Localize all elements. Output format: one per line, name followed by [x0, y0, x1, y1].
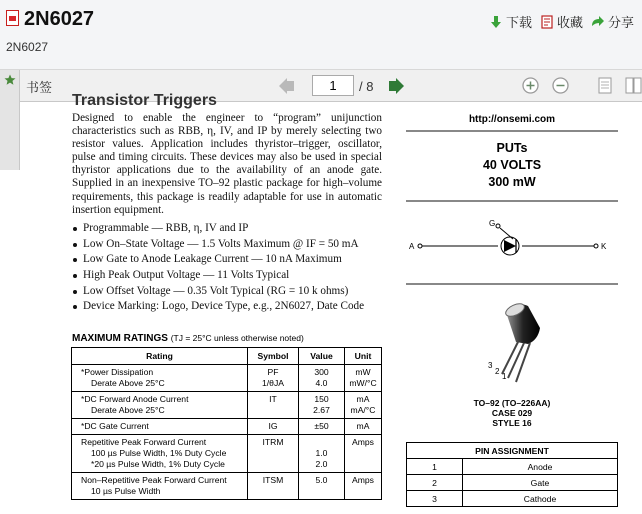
value-cell: 5.0 — [299, 473, 345, 500]
two-page-view-icon[interactable] — [625, 77, 642, 94]
symbol-cell: IT — [248, 392, 299, 419]
share-icon — [590, 15, 605, 29]
package-case: CASE 029 — [491, 408, 533, 418]
col-value: Value — [299, 348, 345, 365]
section-heading: Transistor Triggers — [72, 92, 217, 109]
download-label: 下载 — [506, 15, 533, 30]
table-row — [72, 473, 382, 500]
intro-paragraph: Designed to enable the engineer to “program” unijunction characteristics such as RBB, η, IV, and IP by merely selecting two resistor values. Application includes thyristor–trigger, oscillator, pulse and timing circuits. These devices may also be used in special thyristor applications due to the availability of an anode gate. Supplied in an inexpensive TO–92 plastic package for high–volume requirements, this package is readily adaptable for use in automatic insertion equipment. — [72, 112, 382, 216]
symbol-cell: ITSM — [248, 473, 299, 500]
list-item: Device Marking: Logo, Device Type, e.g., 2N6027, Date Code — [72, 299, 392, 315]
list-item: High Peak Output Voltage — 11 Volts Typical — [72, 268, 392, 284]
table-row: 1 Anode — [407, 459, 618, 475]
table-row — [72, 419, 382, 435]
table-row — [72, 392, 382, 419]
document-subtitle: 2N6027 — [6, 40, 49, 54]
divider — [406, 200, 618, 202]
table-header-row — [407, 443, 618, 459]
zoom-in-icon[interactable] — [522, 77, 539, 94]
favorite-label: 收藏 — [557, 15, 584, 30]
col-symbol: Symbol — [248, 348, 299, 365]
table-row — [72, 435, 382, 473]
rating-cell: *DC Forward Anode Current Derate Above 25°C — [72, 392, 248, 419]
zoom-out-icon[interactable] — [552, 77, 569, 94]
unit-cell: mA mA/°C — [345, 392, 382, 419]
document-header — [0, 0, 642, 70]
pdf-page — [20, 92, 642, 514]
bookmark-label: 书签 — [26, 80, 53, 95]
unit-cell: Amps — [345, 473, 382, 500]
package-info — [406, 398, 618, 428]
bookmark-panel-toggle[interactable] — [0, 70, 20, 170]
device-voltage: 40 VOLTS — [482, 158, 542, 172]
single-page-view-icon[interactable] — [598, 77, 612, 94]
share-button[interactable] — [590, 12, 634, 31]
col-unit: Unit — [345, 348, 382, 365]
download-icon — [489, 15, 503, 29]
divider — [406, 283, 618, 285]
rating-cell: Repetitive Peak Forward Current 100 µs Pulse Width, 1% Duty Cycle *20 µs Pulse Width, 1% Duty Cycle — [72, 435, 248, 473]
rating-cell: *Power Dissipation Derate Above 25°C — [72, 365, 248, 392]
favorite-doc-icon — [541, 15, 554, 29]
unit-cell: mA — [345, 419, 382, 435]
list-item: Programmable — RBB, η, IV and IP — [72, 221, 392, 237]
device-summary — [406, 140, 618, 191]
document-title: 2N6027 — [24, 8, 95, 30]
put-schematic-symbol — [406, 220, 618, 266]
table-row: 2 Gate — [407, 475, 618, 491]
max-ratings-table — [71, 347, 382, 500]
rating-cell: Non–Repetitive Peak Forward Current 10 µs Pulse Width — [72, 473, 248, 500]
page-total: / 8 — [359, 79, 374, 94]
feature-list — [72, 221, 392, 315]
pin-assignment-title: PIN ASSIGNMENT — [407, 443, 618, 459]
device-type: PUTs — [496, 141, 528, 155]
page-number-input[interactable]: 1 — [312, 75, 354, 96]
pdf-file-icon — [6, 10, 19, 26]
device-power: 300 mW — [488, 175, 536, 189]
favorite-button[interactable] — [541, 12, 583, 31]
symbol-cell: ITRM — [248, 435, 299, 473]
value-cell: 1.0 2.0 — [299, 435, 345, 473]
unit-cell: Amps — [345, 435, 382, 473]
unit-cell: mW mW/°C — [345, 365, 382, 392]
max-ratings-condition: (TJ = 25°C unless otherwise noted) — [170, 333, 304, 343]
value-cell: ±50 — [299, 419, 345, 435]
pin-1-label: 1 — [502, 372, 507, 381]
website-link[interactable]: http://onsemi.com — [468, 114, 556, 125]
max-ratings-title — [72, 333, 304, 344]
table-row — [72, 365, 382, 392]
pin-3-label: 3 — [488, 361, 493, 370]
to92-package-drawing — [484, 298, 546, 388]
share-label: 分享 — [608, 15, 635, 30]
package-name: TO–92 (TO–226AA) — [473, 398, 551, 408]
table-header-row — [72, 348, 382, 365]
cathode-label: K — [601, 242, 607, 251]
list-item: Low Gate to Anode Leakage Current — 10 nA Maximum — [72, 252, 392, 268]
col-rating: Rating — [72, 348, 248, 365]
next-page-icon[interactable] — [388, 78, 404, 94]
table-row: 3 Cathode — [407, 491, 618, 507]
list-item: Low On–State Voltage — 1.5 Volts Maximum @ IF = 50 mA — [72, 237, 392, 253]
value-cell: 300 4.0 — [299, 365, 345, 392]
bookmark-star-icon — [4, 74, 16, 86]
value-cell: 150 2.67 — [299, 392, 345, 419]
download-button[interactable] — [489, 12, 532, 31]
list-item: Low Offset Voltage — 0.35 Volt Typical (RG = 10 k ohms) — [72, 284, 392, 300]
gate-label: G — [489, 219, 496, 228]
pin-2-label: 2 — [495, 367, 500, 376]
package-style: STYLE 16 — [492, 418, 532, 428]
prev-page-icon[interactable] — [279, 78, 295, 94]
anode-label: A — [409, 242, 415, 251]
divider — [406, 130, 618, 132]
max-ratings-heading: MAXIMUM RATINGS — [72, 333, 168, 344]
rating-cell: *DC Gate Current — [72, 419, 248, 435]
symbol-cell: IG — [248, 419, 299, 435]
pin-assignment-table — [406, 442, 618, 507]
symbol-cell: PF 1/θJA — [248, 365, 299, 392]
